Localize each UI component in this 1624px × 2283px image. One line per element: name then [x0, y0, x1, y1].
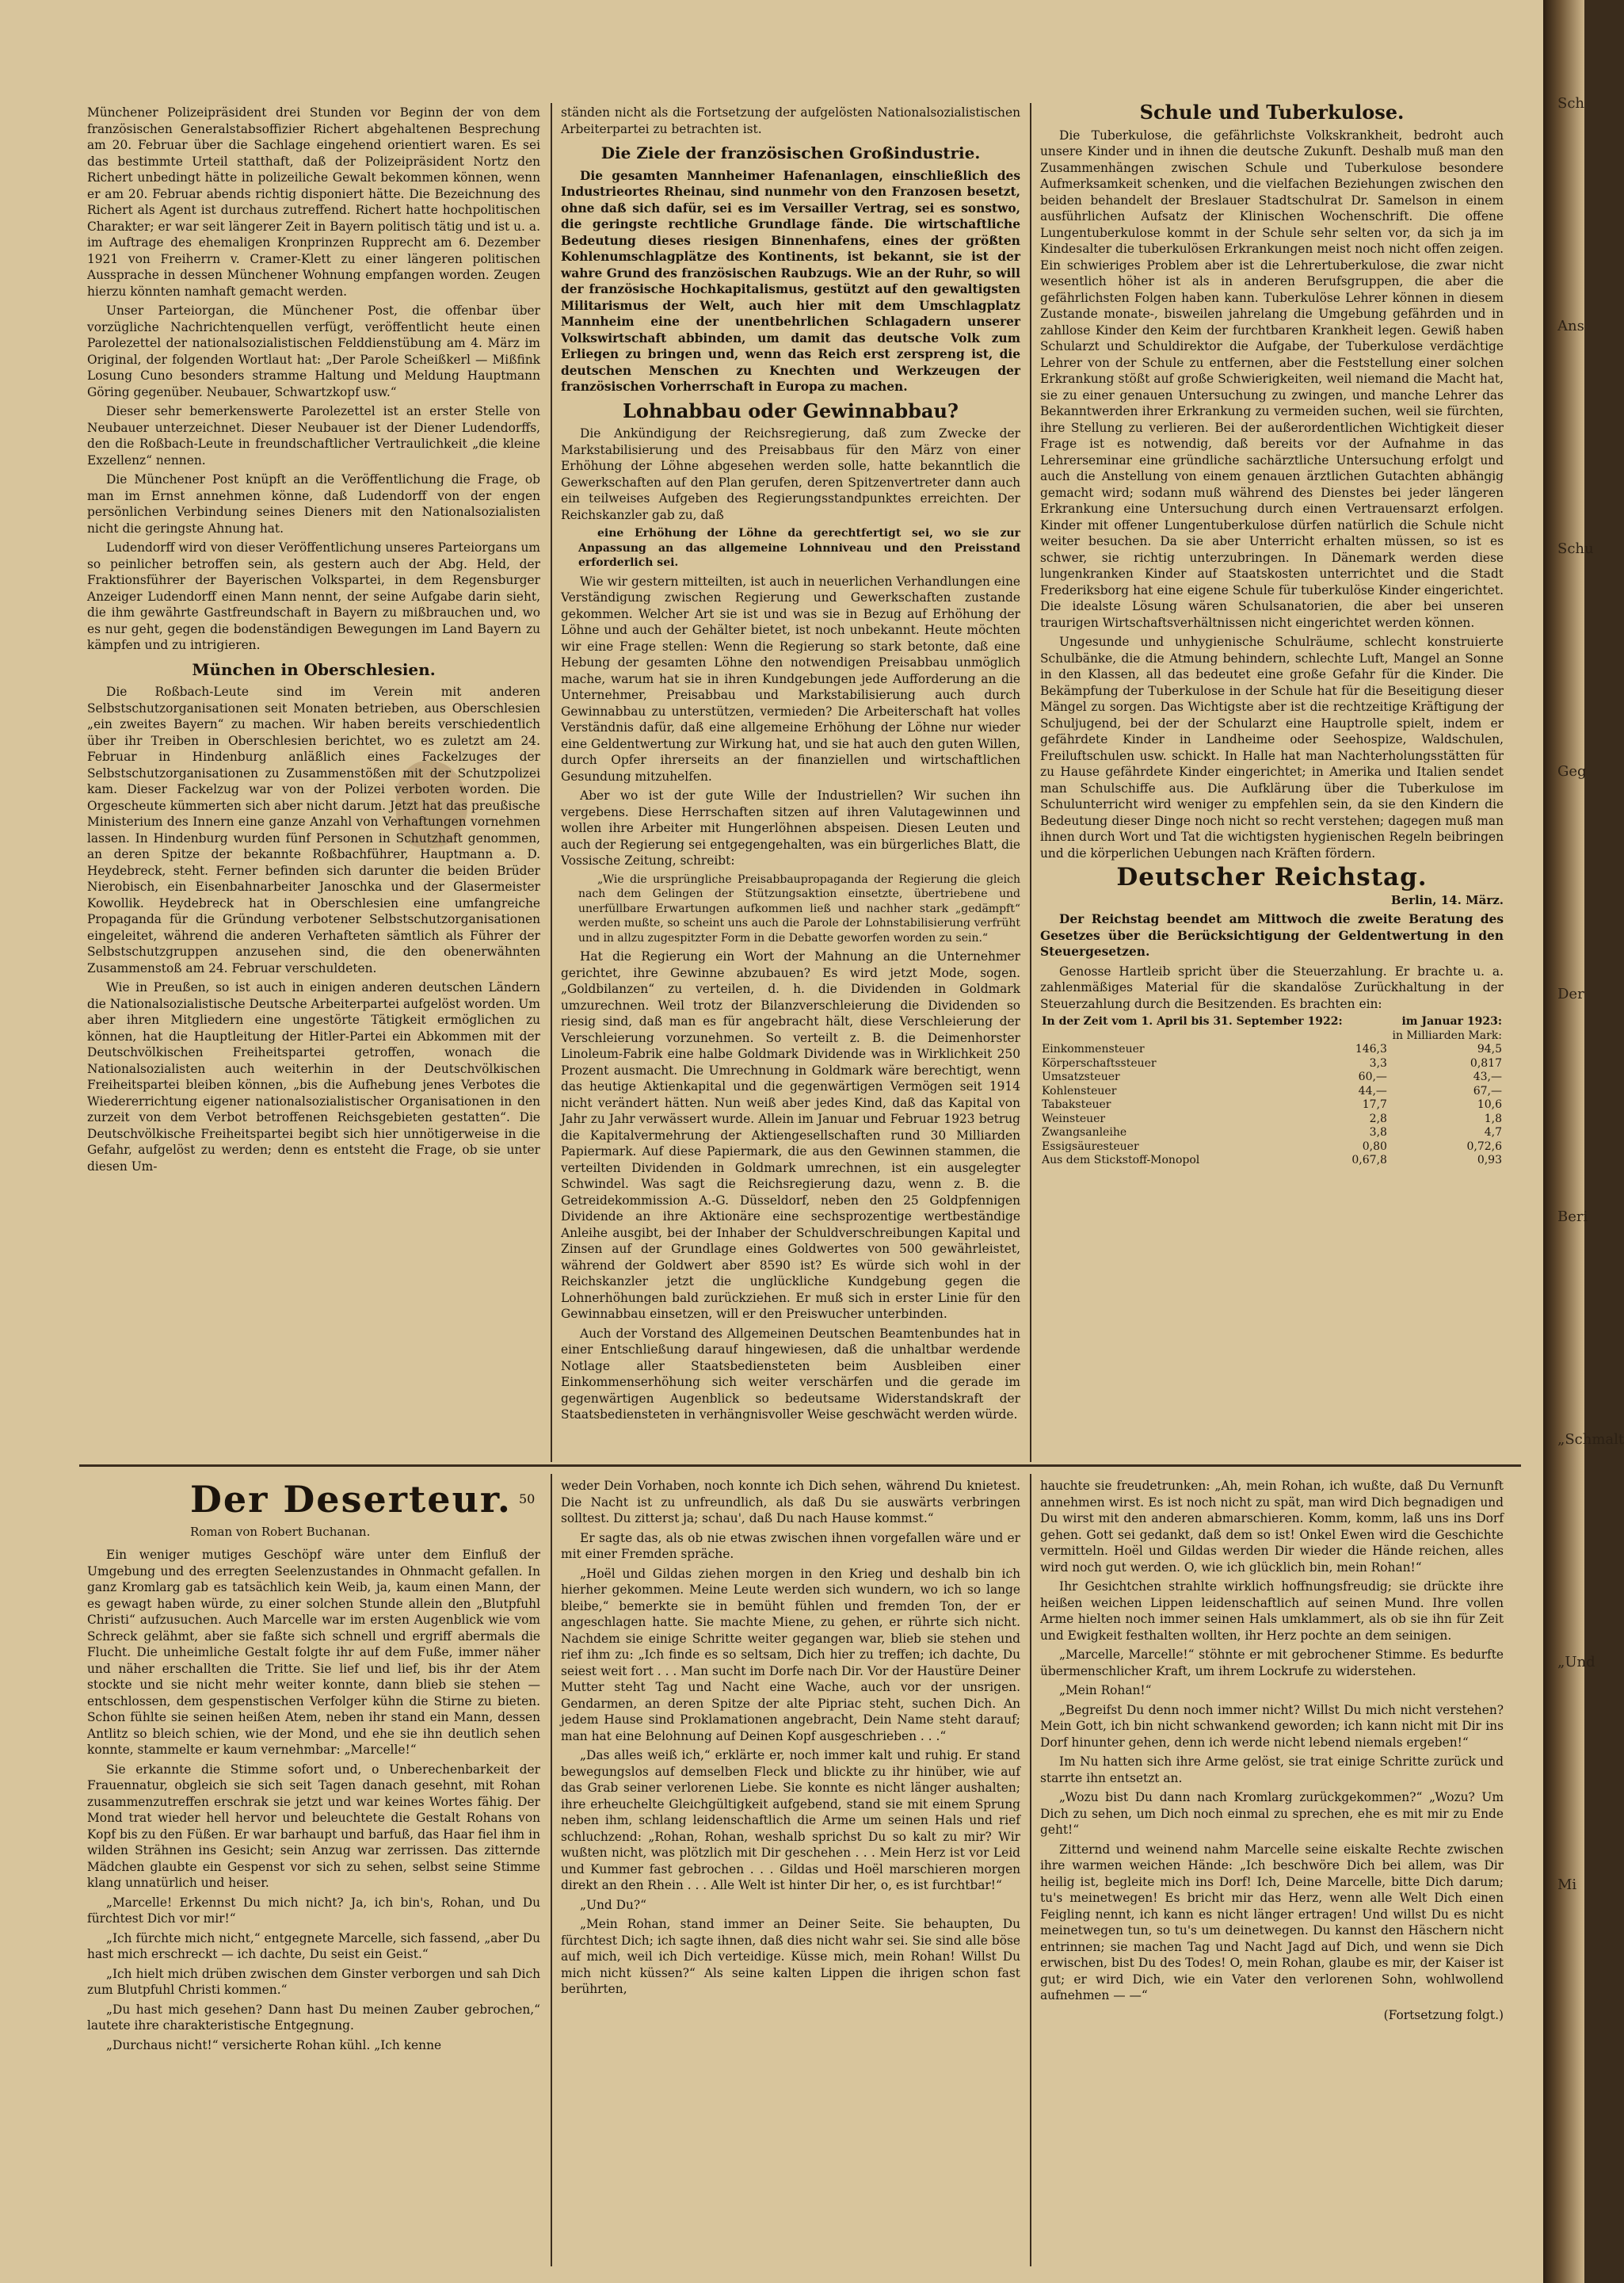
tax-table-row	[1040, 1126, 1504, 1140]
tax-table-unit: in Milliarden Mark:	[1392, 1029, 1502, 1042]
serial-paragraph: „Hoël und Gildas ziehen morgen in den Krieg und deshalb bin ich hierher gekommen. Meine Leute werden sich wundern, wo ich so lange bleibe,“ bemerkte sie in bemüht fühlen und fremden Ton, der er angeschlagen hatte. Sie machte Miene, zu gehen, er rührte sich nicht. Nachdem sie einige Schritte weiter gegangen war, blieb sie stehen und rief ihm zu: „Ich finde es so seltsam, Dich hier zu treffen; ich dachte, Du seiest weit fort . . . Man sucht im Dorfe nach Dir. Vor der Haustüre Deiner Mutter steht Tag und Nacht eine Wache, auch vor der unsrigen. Gendarmen, an deren Spitze der alte Pipriac steht, suchen Dich. An jedem Hause sind Proklamationen angebracht, Dein Name steht darauf; man hat eine Belohnung auf Deinen Kopf ausgeschrieben . . .“	[561, 1566, 1020, 1743]
serial-paragraph: „Begreifst Du denn noch immer nicht? Willst Du mich nicht verstehen? Mein Gott, ich bin nicht schwankend geworden; ich kann nicht mit Dir ins Dorf hinunter gehen, denn ich werde nicht lebend niemals ergeben!“	[1040, 1702, 1504, 1750]
serial-paragraph: „Mein Rohan, stand immer an Deiner Seite. Sie behaupten, Du fürchtest Dich; ich sagte ihnen, daß dies nicht wahr sei. Sie sind alle böse auf mich, weil ich Dich verteidige. Küsse mich, mein Rohan! Willst Du mich nicht küssen?“ Als seine kalten Lippen die ihrigen schon fast berührten,	[561, 1917, 1020, 1996]
column-1	[87, 105, 540, 1178]
column-rule-4	[1030, 1474, 1031, 2266]
serial-paragraph: „Marcelle, Marcelle!“ stöhnte er mit gebrochener Stimme. Es bedurfte übermenschlicher Kraft, um ihrem Lockrufe zu widerstehen.	[1040, 1647, 1504, 1678]
article-paragraph: Wie wir gestern mitteilten, ist auch in neuerlichen Verhandlungen eine Verständigung zwischen Regierung und Gewerkschaften zustande gekommen. Welcher Art sie ist und was sie in Bezug auf Erhöhung der Löhne und auch der Gehälter bietet, ist noch unbekannt. Heute möchten wir eine Frage stellen: Wenn die Regierung so stark betonte, daß eine Hebung der gesamten Löhne den notwendigen Preisabbau unmöglich mache, warum hat sie in ihren Kundgebungen jede Aufforderung an die Unternehmer, Preisabbau und Markstabilisierung auch durch Gewinnabbau zu unterstützen, vermieden? Die Arbeiterschaft hat volles Verständnis dafür, daß eine allgemeine Erhöhung der Löhne nur wieder eine Geldentwertung zur Wirkung hat, und sie hat auch den guten Willen, durch Opfer ihrerseits an der finanziellen und wirtschaftlichen Gesundung mitzuhelfen.	[561, 574, 1020, 784]
serial-paragraph: Ihr Gesichtchen strahlte wirklich hoffnungsfreudig; sie drückte ihre heißen weichen Lippen leidenschaftlich auf seinen Mund. Ihre vollen Arme hielten noch immer seinen Hals umklammert, als ob sie ihn für Zeit und Ewigkeit festhalten wollten, ihr Herz pochte an dem seinigen.	[1040, 1579, 1504, 1643]
serial-number: 50	[519, 1491, 536, 1506]
column-rule-2	[1030, 103, 1031, 1462]
article-paragraph: Dieser sehr bemerkenswerte Parolezettel ist an erster Stelle von Neubauer unterzeichnet. Dieser Neubauer ist der Diener Ludendorffs, den die Roßbach-Leute in freundschaftlicher Vertraulichkeit „die kleine Exzellenz“ nennen.	[87, 404, 540, 468]
tax-table-row	[1040, 1085, 1504, 1099]
serial-paragraph: hauchte sie freudetrunken: „Ah, mein Rohan, ich wußte, daß Du Vernunft annehmen wirst. Es ist noch nicht zu spät, man wird Dich begnadigen und Du wirst mit den anderen abmarschieren. Komm, komm, laß uns ins Dorf gehen. Gott sei gedankt, daß dem so ist! Onkel Ewen wird die Geschichte vermitteln. Hoël und Gildas werden Dir wieder die Hände reichen, alles wird noch gut werden. O, wie ich glücklich bin, mein Rohan!“	[1040, 1479, 1504, 1575]
article-paragraph: Ungesunde und unhygienische Schulräume, schlecht konstruierte Schulbänke, die die Atmung behindern, schlechte Luft, Mangel an Sonne in den Klassen, all das bedeutet eine große Gefahr für die Kinder. Die Bekämpfung der Tuberkulose in der Schule hat für die Beseitigung dieser Mängel zu sorgen. Das Wichtigste aber ist die rechtzeitige Kräftigung der Schuljugend, bei der der Schularzt eine Hauptrolle spielt, indem er gefährdete Kinder in Landheime oder Seehospize, Waldschulen, Freiluftschulen usw. schickt. In Halle hat man Nachterholungsstätten für zu Hause gefährdete Kinder eingerichtet; in Amerika und Italien sendet man Schulschiffe aus. Die Aufklärung über die Tuberkulose im Schulunterricht wird weniger zu empfehlen sein, da sie den Kindern die Bedeutung dieser Dinge noch nicht so recht verstehen; dagegen muß man ihnen durch Wort und Tat die wichtigsten hygienischen Regeln beibringen und die körperlichen Uebungen nach Kräften fördern.	[1040, 635, 1504, 861]
serial-paragraph: „Marcelle! Erkennst Du mich nicht? Ja, ich bin's, Rohan, und Du fürchtest Dich vor mir!“	[87, 1895, 540, 1926]
continuation-note: (Fortsetzung folgt.)	[1383, 2007, 1504, 2022]
gutter-text-fragment: Der	[1557, 986, 1584, 1002]
serial-column-3	[1040, 1478, 1504, 2023]
tax-table-row	[1040, 1057, 1504, 1071]
tax-value-1922: 2,8	[1369, 1112, 1387, 1125]
serial-paragraph: „Und Du?“	[580, 1897, 646, 1912]
tax-value-1923: 1,8	[1484, 1112, 1502, 1125]
article-paragraph: Wie in Preußen, so ist auch in einigen anderen deutschen Ländern die Nationalsozialistische Deutsche Arbeiterpartei aufgelöst worden. Um aber ihren Mitgliedern eine ungestörte Tätigkeit ermöglichen zu können, hat die Hauptleitung der Hitler-Partei ein Abkommen mit der Deutschvölkischen Freiheitspartei getroffen, wonach die Nationalsozialisten auch weiterhin in der Deutschvölkischen Freiheitspartei bleiben können, „bis die Aufhebung jenes Verbotes die Wiedererrichtung eigener nationalsozialistischer Organisationen in den zurzeit von dem Verbot betroffenen Reichsgebieten gestatten“. Die Deutschvölkische Freiheitspartei begibt sich hier unnötigerweise in die Gefahr, aufgelöst zu werden; denn es entsteht die Frage, ob sie unter diesen Um-	[87, 980, 540, 1174]
tax-value-1923: 0,93	[1477, 1154, 1502, 1166]
tax-name: Umsatzsteuer	[1042, 1071, 1120, 1083]
serial-paragraph: „Ich hielt mich drüben zwischen dem Ginster verborgen und sah Dich zum Blutpfuhl Christi kommen.“	[87, 1966, 540, 1997]
serial-title-text: Der Deserteur.	[190, 1478, 512, 1521]
tax-value-1923: 67,—	[1473, 1084, 1502, 1098]
serial-paragraph: „Mein Rohan!“	[1059, 1683, 1152, 1697]
tax-value-1922: 146,3	[1355, 1043, 1387, 1056]
tax-name: Einkommensteuer	[1042, 1043, 1145, 1056]
tax-value-1922: 44,—	[1358, 1084, 1387, 1098]
tax-name: Tabaksteuer	[1042, 1098, 1111, 1111]
gutter-text-fragment: Mi	[1557, 1876, 1577, 1893]
tax-value-1923: 43,—	[1473, 1071, 1502, 1083]
tax-value-1923: 4,7	[1484, 1126, 1502, 1139]
tax-value-1922: 60,—	[1358, 1071, 1387, 1083]
tax-name: Aus dem Stickstoff-Monopol	[1042, 1154, 1200, 1166]
column-2	[561, 105, 1020, 1426]
article-paragraph: Die Münchener Post knüpft an die Veröffentlichung die Frage, ob man im Ernst annehmen könne, daß Ludendorff von der engen persönlichen Verbindung seines Dieners mit den Nationalsozialisten nicht die geringste Ahnung hat.	[87, 472, 540, 536]
serial-column-2	[561, 1478, 1020, 2001]
tax-value-1922: 0,80	[1362, 1140, 1387, 1153]
tax-table-row	[1040, 1098, 1504, 1113]
article-paragraph: Auch der Vorstand des Allgemeinen Deutschen Beamtenbundes hat in einer Entschließung darauf hingewiesen, daß die unhaltbar werdende Notlage aller Staatsbediensteten beim Ausbleiben einer Einkommenserhöhung sich weiter verschärfen und die gerade im gegenwärtigen Augenblick so bedeutsame Widerstandskraft der Staatsbediensteten in verhängnisvoller Weise geschwächt werden würde.	[561, 1326, 1020, 1422]
column-rule-3	[551, 1474, 552, 2266]
tax-table-row	[1040, 1043, 1504, 1057]
tax-value-1923: 0,817	[1470, 1056, 1502, 1070]
tax-table-header	[1040, 1015, 1504, 1029]
article-paragraph: Ludendorff wird von dieser Veröffentlichung unseres Parteiorgans um so peinlicher betroffen sein, als gestern auch der Abg. Held, der Fraktionsführer der Bayerischen Volkspartei, in dem Regensburger Anzeiger Ludendorff einen Mann nennt, der seine Aufgabe darin sieht, die ihm gewährte Gastfreundschaft in Bayern zu mißbrauchen und, wo es nur geht, gegen die bodenständigen Bewegungen im Land Bayern zu kämpfen und zu intrigieren.	[87, 540, 540, 652]
gutter-text-fragment: Beri	[1557, 1208, 1588, 1225]
gutter-text-fragment: „Schmalt	[1557, 1431, 1624, 1448]
serial-paragraph: „Wozu bist Du dann nach Kromlarg zurückgekommen?“ „Wozu? Um Dich zu sehen, um Dich noch einmal zu sprechen, ehe es mit mir zu Ende geht!“	[1040, 1790, 1504, 1837]
tax-table-row	[1040, 1113, 1504, 1127]
tax-table-row	[1040, 1071, 1504, 1085]
gutter-text-fragment: „Und	[1557, 1654, 1595, 1670]
tax-name: Weinsteuer	[1042, 1112, 1106, 1125]
article-paragraph: Aber wo ist der gute Wille der Industriellen? Wir suchen ihn vergebens. Diese Herrschaften sitzen auf ihren Valutagewinnen und wollen ihre Arbeiter mit Hungerlöhnen abspeisen. Diesen Leuten und auch der Regierung sei entgegengehalten, was ein bürgerliches Blatt, die Vossische Zeitung, schreibt:	[561, 788, 1020, 868]
serial-paragraph: „Das alles weiß ich,“ erklärte er, noch immer kalt und ruhig. Er stand bewegungslos auf demselben Fleck und blickte zu ihr hinüber, wie auf das Grab seiner verlorenen Liebe. Sie konnte es nicht länger aushalten; ihre erheuchelte Gleichgültigkeit aufgebend, stand sie mit einem Sprung neben ihm, schlang leidenschaftlich die Arme um seinen Hals und rief schluchzend: „Rohan, Rohan, weshalb sprichst Du so kalt zu mir? Wir wußten nicht, was plötzlich mit Dir geschehen . . . Mein Herz ist vor Leid und Kummer fast gebrochen . . . Gildas und Hoël marschieren morgen direkt an den Rhein . . . Alle Welt ist hinter Dir her, o, es ist furchtbar!“	[561, 1748, 1020, 1892]
tax-name: Kohlensteuer	[1042, 1084, 1117, 1098]
tax-table-unit-row	[1040, 1029, 1504, 1044]
article-paragraph: Die Ankündigung der Reichsregierung, daß zum Zwecke der Markstabilisierung und des Preisabbaus für den März von einer Erhöhung der Löhne abgesehen werden solle, hatte bekanntlich die Gewerkschaften auf den Plan gerufen, deren Spitzenvertreter dann auch ein teilweises Aufgeben des Regierungsstandpunktes erreichten. Der Reichskanzler gab zu, daß	[561, 426, 1020, 522]
tax-name: Körperschaftssteuer	[1042, 1056, 1157, 1070]
article-headline: Deutscher Reichstag.	[1116, 863, 1428, 891]
tax-value-1922: 3,3	[1369, 1056, 1387, 1070]
article-quote: „Wie die ursprüngliche Preisabbaupropaganda der Regierung die gleich nach dem Gelingen der Stützungsaktion einsetzte, übertriebene und unerfüllbare Erwartungen aufkommen ließ und nachher stark „gedämpft“ werden mußte, so scheint uns auch die Parole der Lohnstabilisierung verfrüht und in allzu zugespitzter Form in die Debatte geworfen worden zu sein.“	[578, 872, 1020, 945]
column-3	[1040, 101, 1504, 1168]
gutter-text-fragment: Schu	[1557, 540, 1594, 557]
article-paragraph: eine Erhöhung der Löhne da gerechtfertigt sei, wo sie zur Anpassung an das allgemeine Lohnniveau und den Preisstand erforderlich sei.	[578, 527, 1020, 569]
serial-paragraph: Im Nu hatten sich ihre Arme gelöst, sie trat einige Schritte zurück und starrte ihn entsetzt an.	[1040, 1754, 1504, 1785]
dateline: Berlin, 14. März.	[1390, 892, 1504, 907]
article-headline: Die Ziele der französischen Großindustrie.	[600, 143, 981, 162]
tax-table	[1040, 1015, 1504, 1168]
feuilleton-rule	[79, 1464, 1521, 1467]
article-paragraph: Münchener Polizeipräsident drei Stunden vor Beginn der von dem französischen Generalstabsoffizier Richert abgehaltenen Besprechung am 20. Februar über die Sachlage eingehend orientiert waren. Es sei das bestimmte Urteil statthaft, daß der Polizeipräsident Nortz den Richert unbedingt hätte in polizeiliche Gewalt bekommen können, wenn er am 20. Februar abends richtig disponiert hätte. Die Bezeichnung des Richert als Agent ist durchaus zutreffend. Richert hatte hochpolitischen Charakter; er war seit längerer Zeit in Bayern politisch tätig und ist u. a. im Auftrage des ehemaligen Kronprinzen Rupprecht am 6. Dezember 1921 von Freiherrn v. Cramer-Klett zu einer längeren politischen Aussprache in dessen Münchener Wohnung empfangen worden. Zeugen hierzu könnten namhaft gemacht werden.	[87, 105, 540, 299]
article-paragraph: Genosse Hartleib spricht über die Steuerzahlung. Er brachte u. a. zahlenmäßiges Material für die skandalöse Zurückhaltung in der Steuerzahlung durch die Besitzenden. Es brachten ein:	[1040, 964, 1504, 1011]
serial-title	[190, 1478, 539, 1521]
serial-paragraph: weder Dein Vorhaben, noch konnte ich Dich sehen, während Du knietest. Die Nacht ist zu unfreundlich, als daß Du sie auswärts verbringen solltest. Du zitterst ja; schau', daß Du nach Hause kommst.“	[561, 1479, 1020, 1525]
article-headline: Schule und Tuberkulose.	[1139, 101, 1405, 124]
serial-paragraph: „Durchaus nicht!“ versicherte Rohan kühl. „Ich kenne	[106, 2037, 442, 2052]
tax-table-row	[1040, 1154, 1504, 1168]
gutter-text-fragment: Geg	[1557, 763, 1587, 780]
tax-value-1922: 0,67,8	[1351, 1154, 1387, 1166]
serial-paragraph: Sie erkannte die Stimme sofort und, o Unberechenbarkeit der Frauennatur, obgleich sie sich seit Tagen danach gesehnt, mit Rohan zusammenzutreffen erschrak sie jetzt und war keines Wortes fähig. Der Mond trat wieder hell hervor und beleuchtete die Gestalt Rohans von Kopf bis zu den Füßen. Er war barhaupt und barfuß, das Haar fiel ihm in wilden Strähnen ins Gesicht; sein Anzug war zerrissen. Das zitternde Mädchen glaubte ein Gespenst vor sich zu sehen, selbst seine Stimme klang unnatürlich und heiser.	[87, 1762, 540, 1890]
article-headline: München in Oberschlesien.	[192, 659, 436, 679]
article-paragraph: Die Roßbach-Leute sind im Verein mit anderen Selbstschutzorganisationen seit Monaten betrieben, aus Oberschlesien „ein zweites Bayern“ zu machen. Wir haben bereits verschiedentlich über ihr Treiben in Oberschlesien berichtet, wo es zuletzt am 24. Februar in Hindenburg anläßlich eines Fackelzuges der Selbstschutzorganisationen zu Zusammenstößen mit der Schutzpolizei kam. Dieser Fackelzug war von der Polizei verboten worden. Die Orgescheute kümmerten sich aber nicht darum. Jetzt hat das preußische Ministerium des Innern eine ganze Anzahl von Verhaftungen vornehmen lassen. In Hindenburg wurden fünf Personen in Schutzhaft genommen, an deren Spitze der bekannte Roßbachführer, Hauptmann a. D. Heydebreck, steht. Ferner befinden sich darunter die beiden Brüder Nierobisch, ein Eisenbahnarbeiter Janoschka und der Glasermeister Kowollik. Heydebreck hat in Oberschlesien eine umfangreiche Propaganda für die Gründung verbotener Selbstschutzorganisationen eingeleitet, während die anderen Verhafteten sämtlich als Führer der Selbstschutzgruppen anzusehen sind, die den obenerwähnten Zusammenstoß am 24. Februar verschuldeten.	[87, 685, 540, 975]
tax-table-head-january: im Januar 1923:	[1401, 1015, 1502, 1028]
serial-column-1	[87, 1547, 540, 2056]
article-headline: Lohnabbau oder Gewinnabbau?	[623, 399, 959, 422]
article-paragraph: Hat die Regierung ein Wort der Mahnung an die Unternehmer gerichtet, ihre Gewinne abzubauen? Es wird jetzt Mode, sogen. „Goldbilanzen“ zu verteilen, d. h. die Dividenden in Goldmark umzurechnen. Weil trotz der Bilanzverschleierung die Dividenden so riesig sind, daß man es für angebracht hält, diese Verschleierung der Verschleierung vorzunehmen. So verteilt z. B. die Deimenhorster Linoleum-Fabrik eine halbe Goldmark Dividende was in Wirklichkeit 250 Prozent ausmacht. Die Umrechnung in Goldmark wäre berechtigt, wenn das heutige Aktienkapital und die gegenwärtigen Vermögen seit 1914 nicht verändert hätten. Nun weiß aber jedes Kind, daß das Kapital von Jahr zu Jahr verwässert wurde. Allein im Januar und Februar 1923 betrug die Kapitalvermehrung der Aktiengesellschaften rund 30 Milliarden Papiermark. Auf diese Papiermark, die aus den Gewinnen stammen, die verteilten Dividenden in Goldmark umrechnen, ist ein ausgelegter Schwindel. Was sagt die Reichsregierung dazu, wenn z. B. die Getreidekommission A.-G. Düsseldorf, neben den 25 Goldpfennigen Dividende an ihre Aktionäre eine sechsprozentige wertbeständige Anleihe ausgibt, bei der Inhaber der Schuldverschreibungen Kapital und Zinsen auf der Grundlage eines Goldwertes von 500 gewährleistet, während der Goldwert aber 8590 ist? Es würde sich wohl in der Reichskanzler jetzt die unglückliche Kundgebung gegen die Lohnerhöhungen bald zurückziehen. Er muß sich in erster Linie für den Gewinnabbau einsetzen, will er den Preiswucher unterbinden.	[561, 949, 1020, 1321]
tax-value-1922: 17,7	[1362, 1098, 1387, 1111]
article-paragraph: ständen nicht als die Fortsetzung der aufgelösten Nationalsozialistischen Arbeiterpartei zu betrachten ist.	[561, 105, 1020, 136]
column-rule-1	[551, 103, 552, 1462]
tax-value-1923: 10,6	[1477, 1098, 1502, 1111]
article-paragraph: Die gesamten Mannheimer Hafenanlagen, einschließlich des Industrieortes Rheinau, sind nunmehr von den Franzosen besetzt, ohne daß sich dafür, sei es im Versailler Vertrag, sei es sonstwo, die geringste rechtliche Grundlage fände. Die wirtschaftliche Bedeutung dieses riesigen Binnenhafens, eines der größten Kohlenumschlagplätze des Kontinents, ist bekannt, sie ist der wahre Grund des französischen Raubzugs. Wie an der Ruhr, so will der französische Hochkapitalismus, gestützt auf den gewaltigsten Militarismus der Welt, auch hier mit dem Umschlagplatz Mannheim eine der unentbehrlichen Schlagadern unserer Volkswirtschaft abbinden, um damit das deutsche Volk zum Erliegen zu bringen und, wenn das Reich erst zerspreng ist, die deutschen Menschen zu Knechten und Werkzeugen der französischen Vorherrschaft in Europa zu machen.	[561, 168, 1020, 394]
tax-name: Essigsäuresteuer	[1042, 1140, 1139, 1153]
tax-table-row	[1040, 1140, 1504, 1155]
serial-paragraph: Ein weniger mutiges Geschöpf wäre unter dem Einfluß der Umgebung und des erregten Seelenzustandes in Ohnmacht gefallen. In ganz Kromlarg gab es tatsächlich kein Weib, ja, kaum einen Mann, der es gewagt haben würde, zu einer solchen Stunde allein den „Blutpfuhl Christi“ aufzusuchen. Auch Marcelle war im ersten Augenblick wie vom Schreck gelähmt, aber sie faßte sich schnell und ergriff abermals die Flucht. Die unheimliche Gestalt folgte ihr auf dem Fuße, immer näher und näher erschallten die Tritte. Sie lief und lief, bis ihr der Atem stockte und sie nicht mehr weiter konnte, dann blieb sie stehen — entschlossen, dem gespenstischen Verfolger kühn die Stirne zu bieten. Schon fühlte sie seinen heißen Atem, neben ihr stand ein Mann, dessen Antlitz so bleich schien, wie der Mond, und ehe sie ihn deutlich sehen konnte, stammelte er kaum vernehmbar: „Marcelle!“	[87, 1548, 540, 1757]
gutter-text-fragment: Sch	[1557, 95, 1585, 112]
tax-value-1923: 0,72,6	[1466, 1140, 1502, 1153]
serial-paragraph: Er sagte das, als ob nie etwas zwischen ihnen vorgefallen wäre und er mit einer Fremden spräche.	[561, 1530, 1020, 1561]
tax-value-1922: 3,8	[1369, 1126, 1387, 1139]
binding-gutter	[1543, 0, 1624, 2283]
article-paragraph: Unser Parteiorgan, die Münchener Post, die offenbar über vorzügliche Nachrichtenquellen verfügt, veröffentlicht heute einen Parolezettel der nationalsozialistischen Felddienstübung am 4. März im Original, der folgenden Wortlaut hat: „Der Parole Scheißkerl — Mißfink Losung Cuno besonders stramme Haltung und Meldung Hauptmann Göring gegenüber. Neubauer, Schwartzkopf usw.“	[87, 304, 540, 399]
gutter-text-fragment: Ans	[1557, 318, 1584, 334]
tax-value-1923: 94,5	[1477, 1043, 1502, 1056]
tax-name: Zwangsanleihe	[1042, 1126, 1127, 1139]
tax-table-head-period: In der Zeit vom 1. April bis 31. September 1922:	[1042, 1015, 1343, 1028]
serial-author: Roman von Robert Buchanan.	[190, 1525, 371, 1539]
article-paragraph: Der Reichstag beendet am Mittwoch die zweite Beratung des Gesetzes über die Berücksichtigung der Geldentwertung in den Steuergesetzen.	[1040, 912, 1504, 959]
serial-paragraph: „Ich fürchte mich nicht,“ entgegnete Marcelle, sich fassend, „aber Du hast mich erschreckt — ich dachte, Du seist ein Geist.“	[87, 1930, 540, 1961]
serial-paragraph: „Du hast mich gesehen? Dann hast Du meinen Zauber gebrochen,“ lautete ihre charakteristische Entgegnung.	[87, 2002, 540, 2033]
serial-paragraph: Zitternd und weinend nahm Marcelle seine eiskalte Rechte zwischen ihre warmen weichen Hände: „Ich beschwöre Dich bei allem, was Dir heilig ist, begleite mich ins Dorf! Ich, Deine Marcelle, bitte Dich darum; tu's meinetwegen! Es bricht mir das Herz, wenn alle Welt Dich einen Feigling nennt, ich kann es nicht länger ertragen! Und willst Du es nicht meinetwegen tun, so tu's um deinetwegen. Du kannst den Häschern nicht entrinnen; sie machen Tag und Nacht Jagd auf Dich, und wenn sie Dich erwischen, bist Du des Todes! O, mein Rohan, glaube es mir, der Kaiser ist gut; er wird Dich, wie ein Vater den verlorenen Sohn, wohlwollend aufnehmen — —“	[1040, 1842, 1504, 2002]
article-paragraph: Die Tuberkulose, die gefährlichste Volkskrankheit, bedroht auch unsere Kinder und in ihnen die deutsche Zukunft. Deshalb muß man den Zusammenhängen zwischen Schule und Tuberkulose besondere Aufmerksamkeit schenken, und die vielfachen Beziehungen zwischen den beiden behandelt der Breslauer Stadtschulrat Dr. Samelson in einem ausführlichen Aufsatz der Klinischen Wochenschrift. Die offene Lungentuberkulose kommt in der Schule sehr selten vor, da sich ja im Kindesalter die tuberkulösen Erkrankungen meist noch nicht offen zeigen. Ein schwieriges Problem aber ist die Lehrertuberkulose, die zwar nicht wesentlich höher ist als in anderen Berufsgruppen, die aber die gefährlichsten Folgen haben kann. Tuberkulöse Lehrer können in diesem Zustande monate-, bisweilen jahrelang die Umgebung gefährden und in zahllose Kinder den Keim der furchtbaren Krankheit legen. Gewiß haben Schularzt und Schuldirektor die Aufgabe, der Tuberkulose verdächtige Lehrer von der Schule zu entfernen, aber die Feststellung einer solchen Erkrankung stößt auf große Schwierigkeiten, weil niemand die Macht hat, sie zu einer genauen Untersuchung zu zwingen, und manche Lehrer das Bekanntwerden ihrer Erkrankung zu vermeiden suchen, weil sie fürchten, ihre Stellung zu verlieren. Bei der außerordentlichen Wichtigkeit dieser Frage ist es notwendig, daß bereits vor der Aufnahme in das Lehrerseminar eine gründliche sachärztliche Untersuchung erfolgt und auch die Anstellung von einem genauen ärztlichen Gutachten abhängig gemacht wird; sodann muß während des Dienstes bei jeder längeren Erkrankung eine Untersuchung durch einen Vertrauensarzt erfolgen. Kinder mit offener Lungentuberkulose dürfen natürlich die Schule nicht weiter besuchen. Da sie aber Unterricht erhalten müssen, so ist es schwer, sie richtig unterzubringen. In Dänemark werden diese lungenkranken Kinder auf Staatskosten unterrichtet und die Stadt Frederiksborg hat eine eigene Schule für tuberkulöse Kinder eingerichtet. Die idealste Lösung wären Schulsanatorien, die aber bei unseren traurigen Wirtschaftsverhältnissen nicht eingerichtet werden können.	[1040, 128, 1504, 630]
